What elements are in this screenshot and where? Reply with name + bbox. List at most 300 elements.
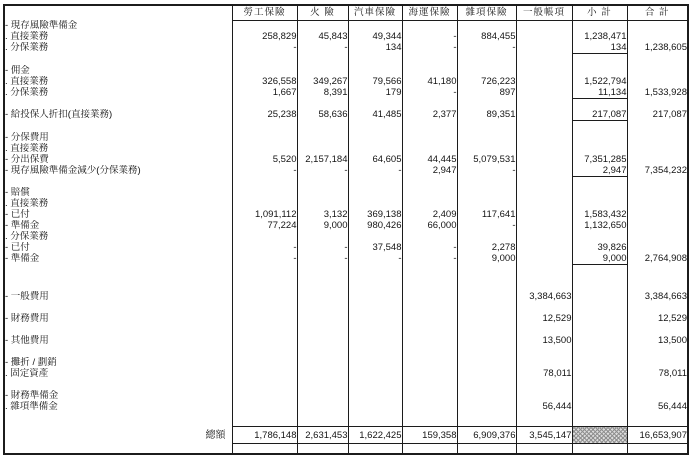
table-row [4, 401, 688, 412]
table-cell: - [348, 165, 402, 177]
spacer-row [4, 54, 688, 65]
table-cell [516, 253, 572, 265]
spacer-label-cell [4, 324, 232, 335]
table-cell: - [457, 165, 516, 177]
table-cell [516, 143, 572, 154]
table-cell [627, 31, 688, 42]
table-cell: 45,843 [297, 31, 348, 42]
column-header: 海運保險 [402, 5, 457, 20]
table-row [4, 65, 688, 76]
table-cell: 2,947 [402, 165, 457, 177]
table-cell: - [457, 220, 516, 231]
table-cell [457, 198, 516, 209]
table-cell [348, 401, 402, 412]
table-cell: 2,409 [402, 209, 457, 220]
table-cell [232, 401, 297, 412]
total-subtotal-hatched-cell [572, 427, 627, 444]
spacer-cell [402, 324, 457, 335]
table-row [4, 20, 688, 31]
table-cell [402, 143, 457, 154]
table-cell [516, 187, 572, 198]
total-cell: 3,545,147 [516, 427, 572, 444]
table-cell: 1,667 [232, 87, 297, 99]
spacer-cell [627, 302, 688, 313]
spacer-cell [627, 265, 688, 291]
table-cell [457, 20, 516, 31]
table-cell [627, 220, 688, 231]
table-cell: 1,238,471 [572, 31, 627, 42]
table-cell: 2,764,908 [627, 253, 688, 265]
table-cell [232, 198, 297, 209]
table-cell: 2,157,184 [297, 154, 348, 165]
spacer-cell [232, 176, 297, 187]
table-cell [627, 76, 688, 87]
table-cell [232, 132, 297, 143]
spacer-cell [402, 412, 457, 427]
table-cell: - [402, 87, 457, 99]
table-cell [232, 390, 297, 401]
spacer-cell [348, 121, 402, 132]
spacer-label-cell [4, 176, 232, 187]
table-cell [572, 313, 627, 324]
spacer-cell [516, 379, 572, 390]
table-cell [232, 231, 297, 242]
table-cell [232, 335, 297, 346]
table-cell [297, 132, 348, 143]
table-row [4, 220, 688, 231]
table-cell [516, 357, 572, 368]
spacer-cell [402, 302, 457, 313]
row-label: - 給投保人折扣(直接業務) [5, 109, 113, 121]
table-cell [402, 20, 457, 31]
spacer-row [4, 302, 688, 313]
table-cell [572, 198, 627, 209]
spacer-cell [457, 54, 516, 65]
table-cell: - [232, 165, 297, 177]
table-cell: 11,134 [572, 87, 627, 99]
table-cell [457, 291, 516, 302]
table-cell: 56,444 [627, 401, 688, 412]
table-row [4, 109, 688, 121]
spacer-cell [572, 265, 627, 291]
column-header: 合 計 [627, 5, 688, 20]
table-cell: 25,238 [232, 109, 297, 121]
footer-cell [457, 444, 516, 454]
spacer-cell [232, 412, 297, 427]
column-header: 雜項保險 [457, 5, 516, 20]
table-cell [457, 313, 516, 324]
table-cell: 326,558 [232, 76, 297, 87]
spacer-label-cell [4, 98, 232, 109]
table-cell [297, 231, 348, 242]
table-cell [572, 231, 627, 242]
table-cell: 9,000 [297, 220, 348, 231]
table-cell [348, 187, 402, 198]
spacer-cell [627, 379, 688, 390]
table-cell [232, 143, 297, 154]
table-cell [348, 357, 402, 368]
row-label: . 分保業務 [5, 86, 49, 98]
spacer-cell [232, 346, 297, 357]
spacer-label-cell [4, 302, 232, 313]
table-cell: 258,829 [232, 31, 297, 42]
spacer-cell [232, 121, 297, 132]
table-cell: 3,132 [297, 209, 348, 220]
table-cell [627, 143, 688, 154]
table-cell: 1,238,605 [627, 42, 688, 54]
table-cell [348, 20, 402, 31]
table-cell [516, 20, 572, 31]
table-cell: 89,351 [457, 109, 516, 121]
spacer-cell [348, 54, 402, 65]
table-cell [572, 143, 627, 154]
row-label: - 財務準備金 [5, 389, 59, 401]
spacer-row [4, 176, 688, 187]
total-label: 總額 [205, 429, 226, 441]
table-cell [402, 335, 457, 346]
table-cell: 726,223 [457, 76, 516, 87]
spacer-cell [572, 54, 627, 65]
row-label: - 佣金 [5, 64, 30, 76]
row-label: - 其他費用 [5, 334, 49, 346]
table-row [4, 187, 688, 198]
spacer-label-cell [4, 412, 232, 427]
total-cell: 1,622,425 [348, 427, 402, 444]
spacer-cell [348, 265, 402, 291]
spacer-cell [297, 121, 348, 132]
table-cell [457, 187, 516, 198]
spacer-cell [402, 176, 457, 187]
table-cell [516, 198, 572, 209]
table-cell [516, 242, 572, 253]
table-cell: - [297, 42, 348, 54]
table-cell [402, 291, 457, 302]
spacer-row [4, 265, 688, 291]
table-cell [297, 357, 348, 368]
table-cell [402, 357, 457, 368]
spacer-cell [402, 121, 457, 132]
spacer-cell [572, 379, 627, 390]
table-row [4, 143, 688, 154]
spacer-cell [516, 176, 572, 187]
footer-cell [297, 444, 348, 454]
table-cell [457, 390, 516, 401]
table-cell [572, 357, 627, 368]
table-cell [627, 65, 688, 76]
spacer-cell [297, 265, 348, 291]
table-cell: 134 [348, 42, 402, 54]
table-cell [572, 187, 627, 198]
spacer-cell [516, 121, 572, 132]
spacer-cell [348, 324, 402, 335]
table-cell [402, 231, 457, 242]
table-cell: 1,522,794 [572, 76, 627, 87]
spacer-cell [572, 412, 627, 427]
spacer-cell [516, 302, 572, 313]
table-cell [627, 231, 688, 242]
table-cell [572, 335, 627, 346]
table-cell: 12,529 [516, 313, 572, 324]
spacer-cell [402, 346, 457, 357]
table-cell [516, 76, 572, 87]
table-cell [402, 132, 457, 143]
row-label: . 直接業務 [5, 31, 49, 42]
table-cell: 41,485 [348, 109, 402, 121]
footer-cell [516, 444, 572, 454]
table-cell [297, 143, 348, 154]
spacer-cell [572, 98, 627, 109]
spacer-cell [348, 176, 402, 187]
footer-cell [232, 444, 297, 454]
table-cell [572, 368, 627, 379]
table-cell: 44,445 [402, 154, 457, 165]
table-cell [627, 209, 688, 220]
table-row [4, 368, 688, 379]
table-cell: 2,377 [402, 109, 457, 121]
row-label: - 賠償 [5, 187, 30, 198]
table-cell [297, 368, 348, 379]
total-cell: 6,909,376 [457, 427, 516, 444]
table-row [4, 253, 688, 265]
column-header: 一般帳項 [516, 5, 572, 20]
table-cell [232, 20, 297, 31]
spacer-row [4, 346, 688, 357]
spacer-cell [627, 121, 688, 132]
table-cell [348, 65, 402, 76]
table-cell: 369,138 [348, 209, 402, 220]
table-cell [516, 209, 572, 220]
row-label: . 雜項準備金 [5, 400, 58, 412]
column-header: 汽車保險 [348, 5, 402, 20]
spacer-cell [627, 412, 688, 427]
table-cell [402, 313, 457, 324]
table-cell [402, 65, 457, 76]
table-cell [572, 132, 627, 143]
row-label: - 攤折 / 劃銷 [5, 356, 57, 368]
footer-label-cell [4, 444, 232, 454]
total-cell: 159,358 [402, 427, 457, 444]
table-cell: 64,605 [348, 154, 402, 165]
spacer-cell [457, 412, 516, 427]
table-cell: 13,500 [516, 335, 572, 346]
spacer-row [4, 98, 688, 109]
table-cell [402, 390, 457, 401]
spacer-cell [297, 412, 348, 427]
spacer-cell [348, 302, 402, 313]
table-cell [627, 390, 688, 401]
table-cell [232, 357, 297, 368]
table-cell [516, 154, 572, 165]
total-row [4, 427, 688, 444]
table-cell: - [402, 31, 457, 42]
spacer-cell [457, 98, 516, 109]
table-row [4, 198, 688, 209]
table-cell: 884,455 [457, 31, 516, 42]
spacer-cell [572, 346, 627, 357]
spacer-cell [297, 54, 348, 65]
table-cell [627, 242, 688, 253]
table-row [4, 231, 688, 242]
row-label: - 財務費用 [5, 312, 49, 324]
table-cell [297, 313, 348, 324]
table-cell: 217,087 [627, 109, 688, 121]
spacer-cell [402, 98, 457, 109]
row-label: - 分出保費 [5, 153, 49, 165]
table-cell [348, 291, 402, 302]
table-row [4, 390, 688, 401]
table-cell [297, 187, 348, 198]
table-cell [297, 401, 348, 412]
row-label: - 已付 [5, 209, 30, 220]
column-header: 勞工保險 [232, 5, 297, 20]
spacer-cell [348, 346, 402, 357]
table-cell: 9,000 [457, 253, 516, 265]
spacer-cell [232, 379, 297, 390]
spacer-cell [348, 98, 402, 109]
table-row [4, 291, 688, 302]
total-cell: 16,653,907 [627, 427, 688, 444]
table-cell: 78,011 [516, 368, 572, 379]
table-cell: 9,000 [572, 253, 627, 265]
table-row [4, 132, 688, 143]
table-cell [516, 132, 572, 143]
row-label: . 分保業務 [5, 42, 49, 54]
spacer-cell [457, 346, 516, 357]
footer-empty-row [4, 444, 688, 454]
table-cell [297, 335, 348, 346]
spacer-cell [572, 121, 627, 132]
table-cell [348, 132, 402, 143]
table-cell: 49,344 [348, 31, 402, 42]
footer-cell [572, 444, 627, 454]
spacer-cell [457, 265, 516, 291]
table-cell [516, 165, 572, 177]
spacer-cell [572, 324, 627, 335]
table-cell: 66,000 [402, 220, 457, 231]
table-row [4, 313, 688, 324]
table-cell [297, 65, 348, 76]
table-cell: - [232, 42, 297, 54]
table-cell [348, 313, 402, 324]
table-row [4, 357, 688, 368]
table-cell: - [402, 42, 457, 54]
table-cell: 1,091,112 [232, 209, 297, 220]
spacer-row [4, 379, 688, 390]
table-cell [348, 390, 402, 401]
table-cell [457, 65, 516, 76]
row-label: - 準備金 [5, 253, 40, 265]
table-body [4, 20, 688, 454]
table-cell [402, 368, 457, 379]
table-cell [516, 220, 572, 231]
table-cell: 349,267 [297, 76, 348, 87]
table-cell [516, 87, 572, 99]
table-cell [232, 291, 297, 302]
table-cell: - [297, 242, 348, 253]
table-cell [516, 390, 572, 401]
spacer-row [4, 412, 688, 427]
table-cell: 77,224 [232, 220, 297, 231]
table-cell: - [297, 165, 348, 177]
spacer-label-cell [4, 265, 232, 291]
table-cell [457, 368, 516, 379]
spacer-cell [297, 302, 348, 313]
table-cell [348, 198, 402, 209]
spacer-cell [516, 265, 572, 291]
spacer-cell [232, 265, 297, 291]
spacer-cell [297, 379, 348, 390]
total-cell: 2,631,453 [297, 427, 348, 444]
spacer-cell [457, 121, 516, 132]
table-cell: 79,566 [348, 76, 402, 87]
table-cell [516, 109, 572, 121]
footer-cell [627, 444, 688, 454]
table-cell [572, 401, 627, 412]
table-cell: 134 [572, 42, 627, 54]
table-cell [232, 313, 297, 324]
spacer-cell [232, 54, 297, 65]
table-cell [457, 335, 516, 346]
table-cell: 217,087 [572, 109, 627, 121]
table-cell [516, 65, 572, 76]
table-row [4, 242, 688, 253]
table-cell: 3,384,663 [516, 291, 572, 302]
table-row [4, 335, 688, 346]
spacer-cell [516, 412, 572, 427]
table-cell: - [232, 253, 297, 265]
row-label: . 分保業務 [5, 231, 49, 242]
spacer-cell [297, 346, 348, 357]
row-label: - 準備金 [5, 220, 40, 231]
table-cell: 5,079,531 [457, 154, 516, 165]
table-cell: 13,500 [627, 335, 688, 346]
table-row [4, 42, 688, 54]
spacer-cell [232, 302, 297, 313]
table-cell [402, 198, 457, 209]
spacer-cell [457, 379, 516, 390]
column-header: 小 計 [572, 5, 627, 20]
spacer-cell [627, 324, 688, 335]
table-row [4, 87, 688, 99]
table-cell: 41,180 [402, 76, 457, 87]
table-cell [348, 335, 402, 346]
spacer-cell [402, 54, 457, 65]
table-cell: - [232, 242, 297, 253]
spacer-label-cell [4, 121, 232, 132]
row-label-header [4, 5, 232, 20]
row-label: . 固定資產 [5, 367, 49, 379]
spacer-cell [627, 346, 688, 357]
table-cell [627, 357, 688, 368]
table-cell: 37,548 [348, 242, 402, 253]
row-label: - 已付 [5, 242, 30, 253]
table-cell: 1,583,432 [572, 209, 627, 220]
table-cell [572, 20, 627, 31]
table-cell: 179 [348, 87, 402, 99]
table-row [4, 76, 688, 87]
row-label: . 直接業務 [5, 198, 49, 209]
table-row [4, 209, 688, 220]
table-cell [297, 20, 348, 31]
spacer-cell [572, 302, 627, 313]
table-cell [516, 42, 572, 54]
spacer-cell [516, 346, 572, 357]
spacer-cell [516, 324, 572, 335]
table-cell [457, 143, 516, 154]
table-cell [627, 132, 688, 143]
table-row [4, 31, 688, 42]
table-cell [627, 20, 688, 31]
